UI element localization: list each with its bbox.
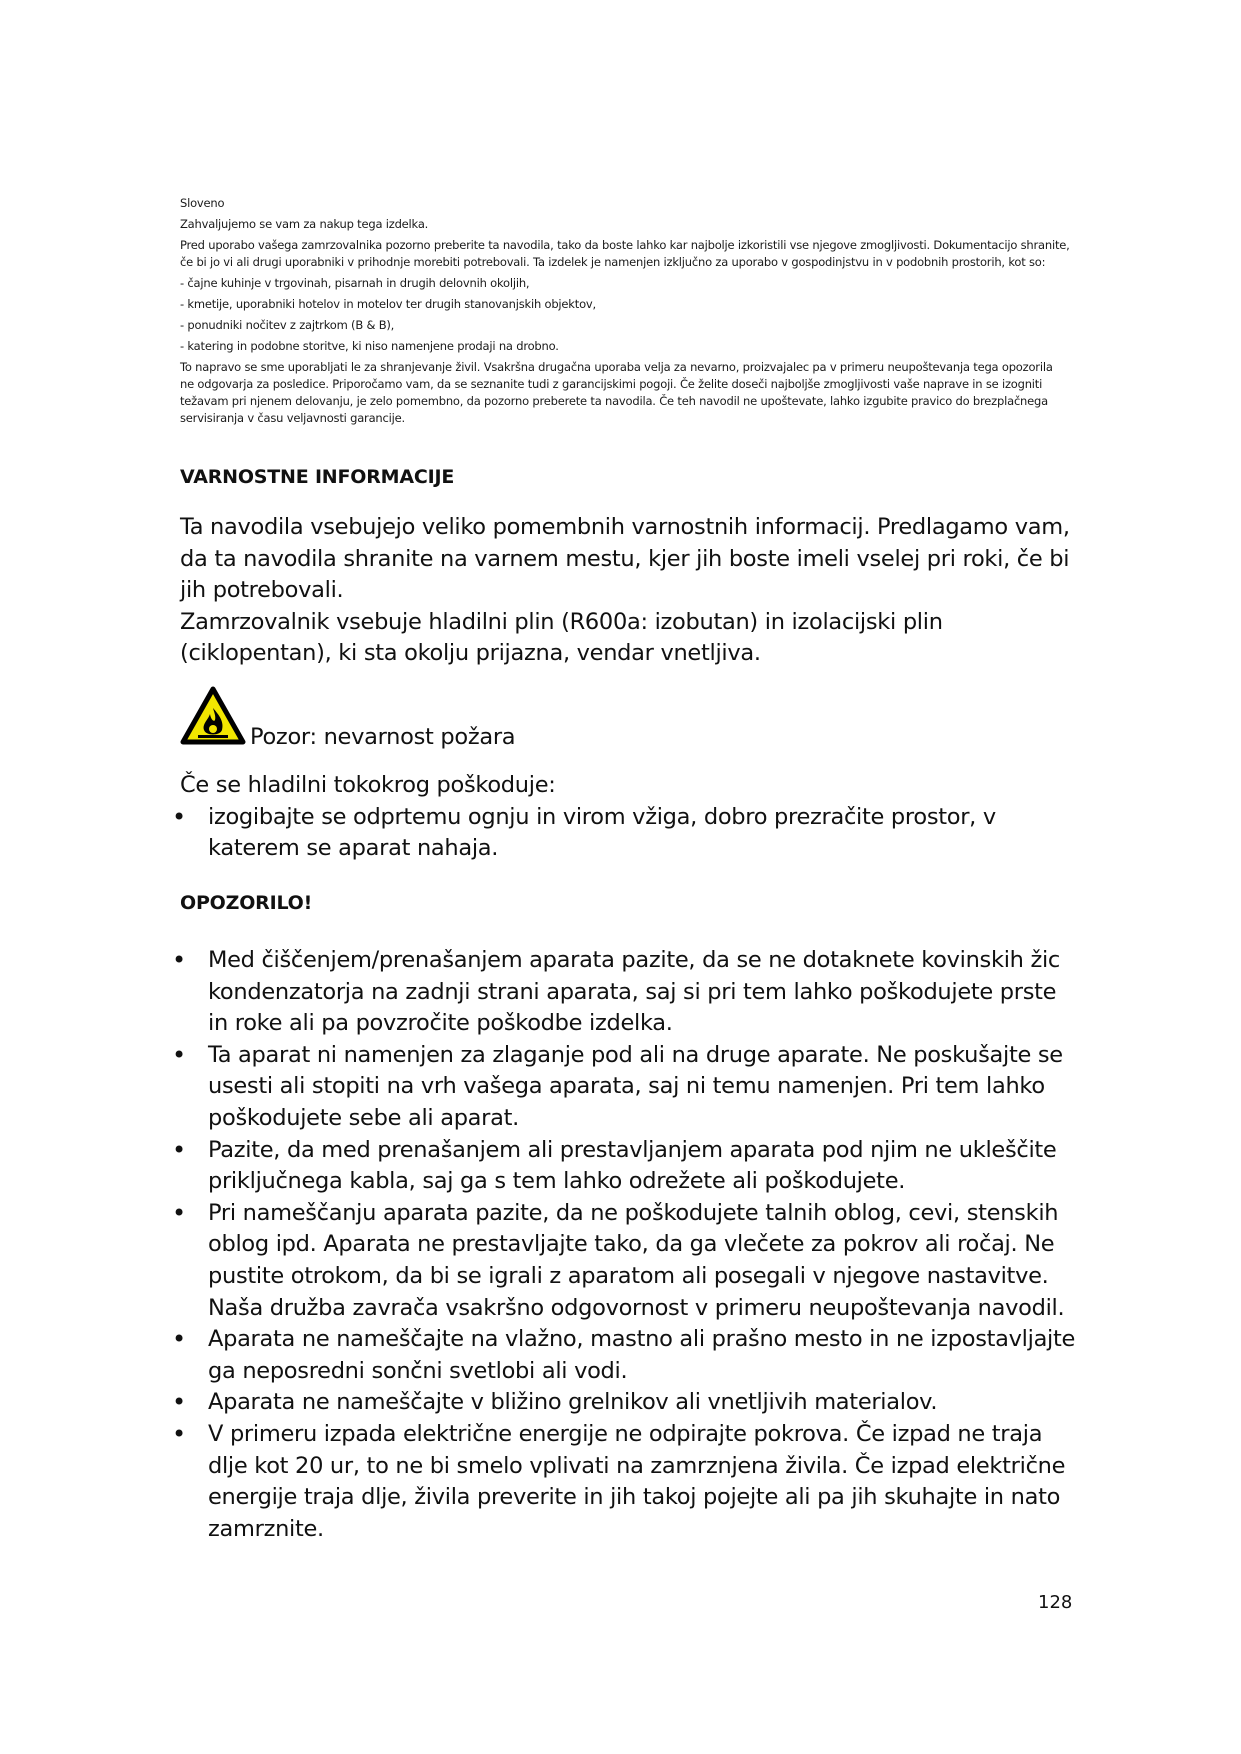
warning-item: • Aparata ne nameščajte v bližino grelnikov ali vnetljivih materialov. [180, 1387, 1080, 1419]
warning-item: • Aparata ne nameščajte na vlažno, mastno ali prašno mesto in ne izpostavljajte ga neposredni sončni svetlobi ali vodi. [180, 1324, 1080, 1387]
warning-item: • Pazite, da med prenašanjem ali prestavljanjem aparata pod njim ne ukleščite priključnega kabla, saj ga s tem lahko odrežete ali poškodujete. [180, 1135, 1080, 1198]
thanks-text: Zahvaljujemo se vam za nakup tega izdelka. [180, 217, 429, 231]
intro-section [180, 195, 1070, 431]
warning-item: • Med čiščenjem/prenašanjem aparata pazite, da se ne dotaknete kovinskih žic kondenzatorja na zadnji strani aparata, saj si pri tem lahko poškodujete prste in roke ali pa povzročite poškodbe izdelka. [180, 945, 1080, 1040]
gas-paragraph: Zamrzovalnik vsebuje hladilni plin (R600a: izobutan) in izolacijski plin (ciklopentan), ki sta okolju prijazna, vendar vnetljiva. [180, 608, 943, 667]
intro-item: - čajne kuhinje v trgovinah, pisarnah in drugih delovnih okoljih, [180, 276, 530, 290]
safety-paragraph: Ta navodila vsebujejo veliko pomembnih varnostnih informacij. Predlagamo vam, da ta navodila shranite na varnem mestu, kjer jih boste imeli vselej pri roki, če bi jih potrebovali. [180, 514, 1070, 604]
fire-warning-text: Pozor: nevarnost požara [250, 724, 516, 750]
language-label: Sloveno [180, 196, 225, 210]
usage-paragraph: To napravo se sme uporabljati le za shranjevanje živil. Vsakršna drugačna uporaba velja za nevarno, proizvajalec pa v primeru neupoštevanja tega opozorila ne odgovarja za posledice. Priporočamo vam, da se seznanite tudi z garancijskimi pogoji. Če želite doseči najboljše zmogljivosti vaše naprave in se izogniti težavam pri njenem delovanju, je zelo pomembno, da pozorno preberete ta navodila. Če teh navodil ne upoštevate, lahko izgubite pravico do brezplačnega servisiranja v času veljavnosti garancije. [180, 360, 1053, 425]
intro-item: - katering in podobne storitve, ki niso namenjene prodaji na drobno. [180, 339, 559, 353]
circuit-intro: Če se hladilni tokokrog poškoduje: [180, 772, 556, 798]
intro-item: - ponudniki nočitev z zajtrkom (B & B), [180, 318, 395, 332]
safety-section [180, 512, 1080, 670]
warning-item: • Ta aparat ni namenjen za zlaganje pod ali na druge aparate. Ne poskušajte se usesti ali stopiti na vrh vašega aparata, saj ni temu namenjen. Pri tem lahko poškodujete sebe ali aparat. [180, 1040, 1080, 1135]
circuit-section [180, 770, 1080, 865]
warning-list-section [180, 945, 1080, 1545]
intro-item: - kmetije, uporabniki hotelov in motelov ter drugih stanovanjskih objektov, [180, 297, 596, 311]
circuit-item: • izogibajte se odprtemu ognju in virom vžiga, dobro prezračite prostor, v katerem se aparat nahaja. [180, 802, 1080, 865]
page-number: 128 [1038, 1592, 1073, 1613]
warning-item: • Pri nameščanju aparata pazite, da ne poškodujete talnih oblog, cevi, stenskih oblog ipd. Aparata ne prestavljajte tako, da ga vlečete za pokrov ali ročaj. Ne pustite otrokom, da bi se igrali z aparatom ali posegali v njegove nastavitve. Naša družba zavrača vsakršno odgovornost v primeru neupoštevanja navodil. [180, 1198, 1080, 1324]
warning-item: • V primeru izpada električne energije ne odpirajte pokrova. Če izpad ne traja dlje kot 20 ur, to ne bi smelo vplivati na zamrznjena živila. Če izpad električne energije traja dlje, živila preverite in jih takoj pojejte ali pa jih skuhajte in nato zamrznite. [180, 1419, 1080, 1545]
safety-heading: VARNOSTNE INFORMACIJE [180, 466, 455, 488]
warning-heading: OPOZORILO! [180, 892, 313, 914]
fire-warning-icon [180, 686, 246, 751]
intro-paragraph: Pred uporabo vašega zamrzovalnika pozorno preberite ta navodila, tako da boste lahko kar najbolje izkoristili vse njegove zmogljivosti. Dokumentacijo shranite, če bi jo vi ali drugi uporabniki v prihodnje morebiti potrebovali. Ta izdelek je namenjen izključno za uporabo v gospodinjstvu in v podobnih prostorih, kot so: [180, 238, 1070, 269]
